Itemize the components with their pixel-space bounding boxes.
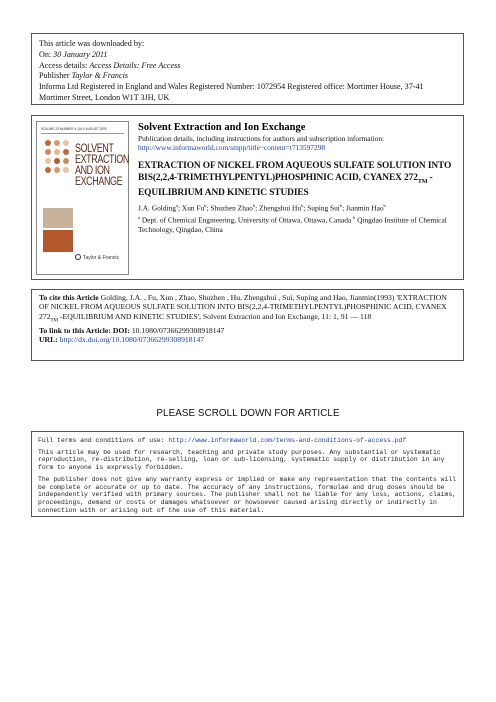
- article-title: EXTRACTION OF NICKEL FROM AQUEOUS SULFATE SOLUTION INTO BIS(2,2,4-TRIMETHYLPENTYL)PHOSPHINIC ACID, CYANEX $272_{TM}$ -EQUILIBRIUM AND KINETIC STUDIES: [138, 161, 452, 199]
- publisher-name: Taylor & Francis: [71, 71, 128, 81]
- cover-dot: [45, 140, 51, 146]
- cover-dot: [54, 149, 60, 155]
- url-line: [39, 335, 456, 344]
- terms-paragraph-disclaimer: The publisher does not give any warranty express or implied or make any representation that the contents will be complete or accurate or up to date. The accuracy of any instructions, formulae and drug doses should be independently verified with primary sources. The publisher shall not be liable for any loss, actions, claims, proceedings, demand or costs or damages whatsoever or howsoever caused arising directly or indirectly in connection with or arising out of the use of this material.: [38, 475, 457, 514]
- terms-url-link[interactable]: http://www.informaworld.com/terms-and-conditions-of-access.pdf: [168, 437, 407, 444]
- citation-box: [31, 289, 464, 361]
- cover-dot: [45, 167, 51, 173]
- registration-text: Informa Ltd Registered in England and Wales Registered Number: 1072954 Registered office: Mortimer House, 37-41 Mortimer Street, London W1T 3JH, UK: [39, 82, 424, 102]
- downloaded-by-line: This article was downloaded by:: [39, 39, 145, 48]
- article-affiliations: $^a$ Dept. of Chemical Engineering, University of Ottawa, Ottawa, Canada $^b$ Qingdao Institute of Chemical Technology, Qingdao, China: [138, 215, 447, 234]
- cover-volume-line: VOLUME 23 NUMBER 4 JULY-AUGUST 2005: [41, 127, 124, 134]
- publication-details: Publication details, including instructions for authors and subscription information:: [138, 134, 385, 143]
- cover-dot: [45, 149, 51, 155]
- cover-band-dark: [43, 230, 73, 252]
- article-header-box: [31, 115, 464, 280]
- scroll-down-notice: PLEASE SCROLL DOWN FOR ARTICLE: [156, 408, 340, 419]
- access-value: Access Details: Free Access: [89, 60, 181, 70]
- cover-dot: [63, 158, 69, 164]
- doi-line: [39, 326, 456, 335]
- cover-dot: [54, 140, 60, 146]
- cover-dot: [54, 158, 60, 164]
- cover-title: SOLVENT EXTRACTION AND ION EXCHANGE: [75, 143, 129, 188]
- article-meta: [138, 122, 460, 234]
- cite-label: To cite this Article: [39, 293, 99, 302]
- cover-dot: [63, 140, 69, 146]
- cover-band-light: [43, 208, 73, 228]
- cover-dot: [63, 167, 69, 173]
- journal-cover-image: [36, 121, 129, 275]
- cover-dot: [45, 158, 51, 164]
- article-authors: J.A. Golding$^a$; Xun Fu$^b$; Shuzhen Zhao$^b$; Zhengshui Hu$^b$; Suping Sui$^b$; Jianmin Hao$^b$: [138, 202, 386, 212]
- cite-text: To cite this Article Golding, J.A. , Fu, Xun , Zhao, Shuzhen , Hu, Zhengshui , Sui, Suping and Hao, Jianmin(1993) 'EXTRACTION OF NICKEL FROM AQUEOUS SULFATE SOLUTION INTO BIS(2,2,4-TRIMETHYLPENTYL)PHOSPHINIC ACID, CYANEX $272_{TM}$ -EQUILIBRIUM AND KINETIC STUDIES', Solvent Extraction and Ion Exchange, 11: 1, 91 — 118: [39, 293, 447, 324]
- publisher-line: Publisher Taylor & Francis: [39, 71, 128, 81]
- cover-publisher: Taylor & Francis: [83, 255, 119, 261]
- terms-box: [31, 431, 464, 517]
- on-date: 30 January 2011: [53, 49, 108, 59]
- journal-url-link[interactable]: http://www.informaworld.com/smpp/title~content=t713597298: [138, 143, 326, 153]
- doi-label: To link to this Article: DOI:: [39, 325, 130, 335]
- download-info-box: [31, 33, 464, 105]
- doi-value: 10.1080/07366299308918147: [129, 325, 225, 335]
- access-details-line: Access details: Access Details: Free Access: [39, 60, 181, 70]
- url-label: URL:: [39, 335, 58, 345]
- on-date-line: On: 30 January 2011: [39, 49, 108, 59]
- cover-dot: [63, 149, 69, 155]
- terms-line: Full terms and conditions of use: http://www.informaworld.com/terms-and-conditions-of-access.pdf: [38, 437, 407, 444]
- journal-title: Solvent Extraction and Ion Exchange: [138, 122, 306, 133]
- terms-paragraph-use: This article may be used for research, teaching and private study purposes. Any substantial or systematic reproduction, re-distribution, re-selling, loan or sub-licensing, systematic supply or distribution in any form to anyone is expressly forbidden.: [38, 448, 445, 472]
- doi-url-link[interactable]: http://dx.doi.org/10.1080/07366299308918147: [57, 335, 205, 345]
- cover-dot: [54, 167, 60, 173]
- taylor-francis-logo-icon: [75, 254, 81, 260]
